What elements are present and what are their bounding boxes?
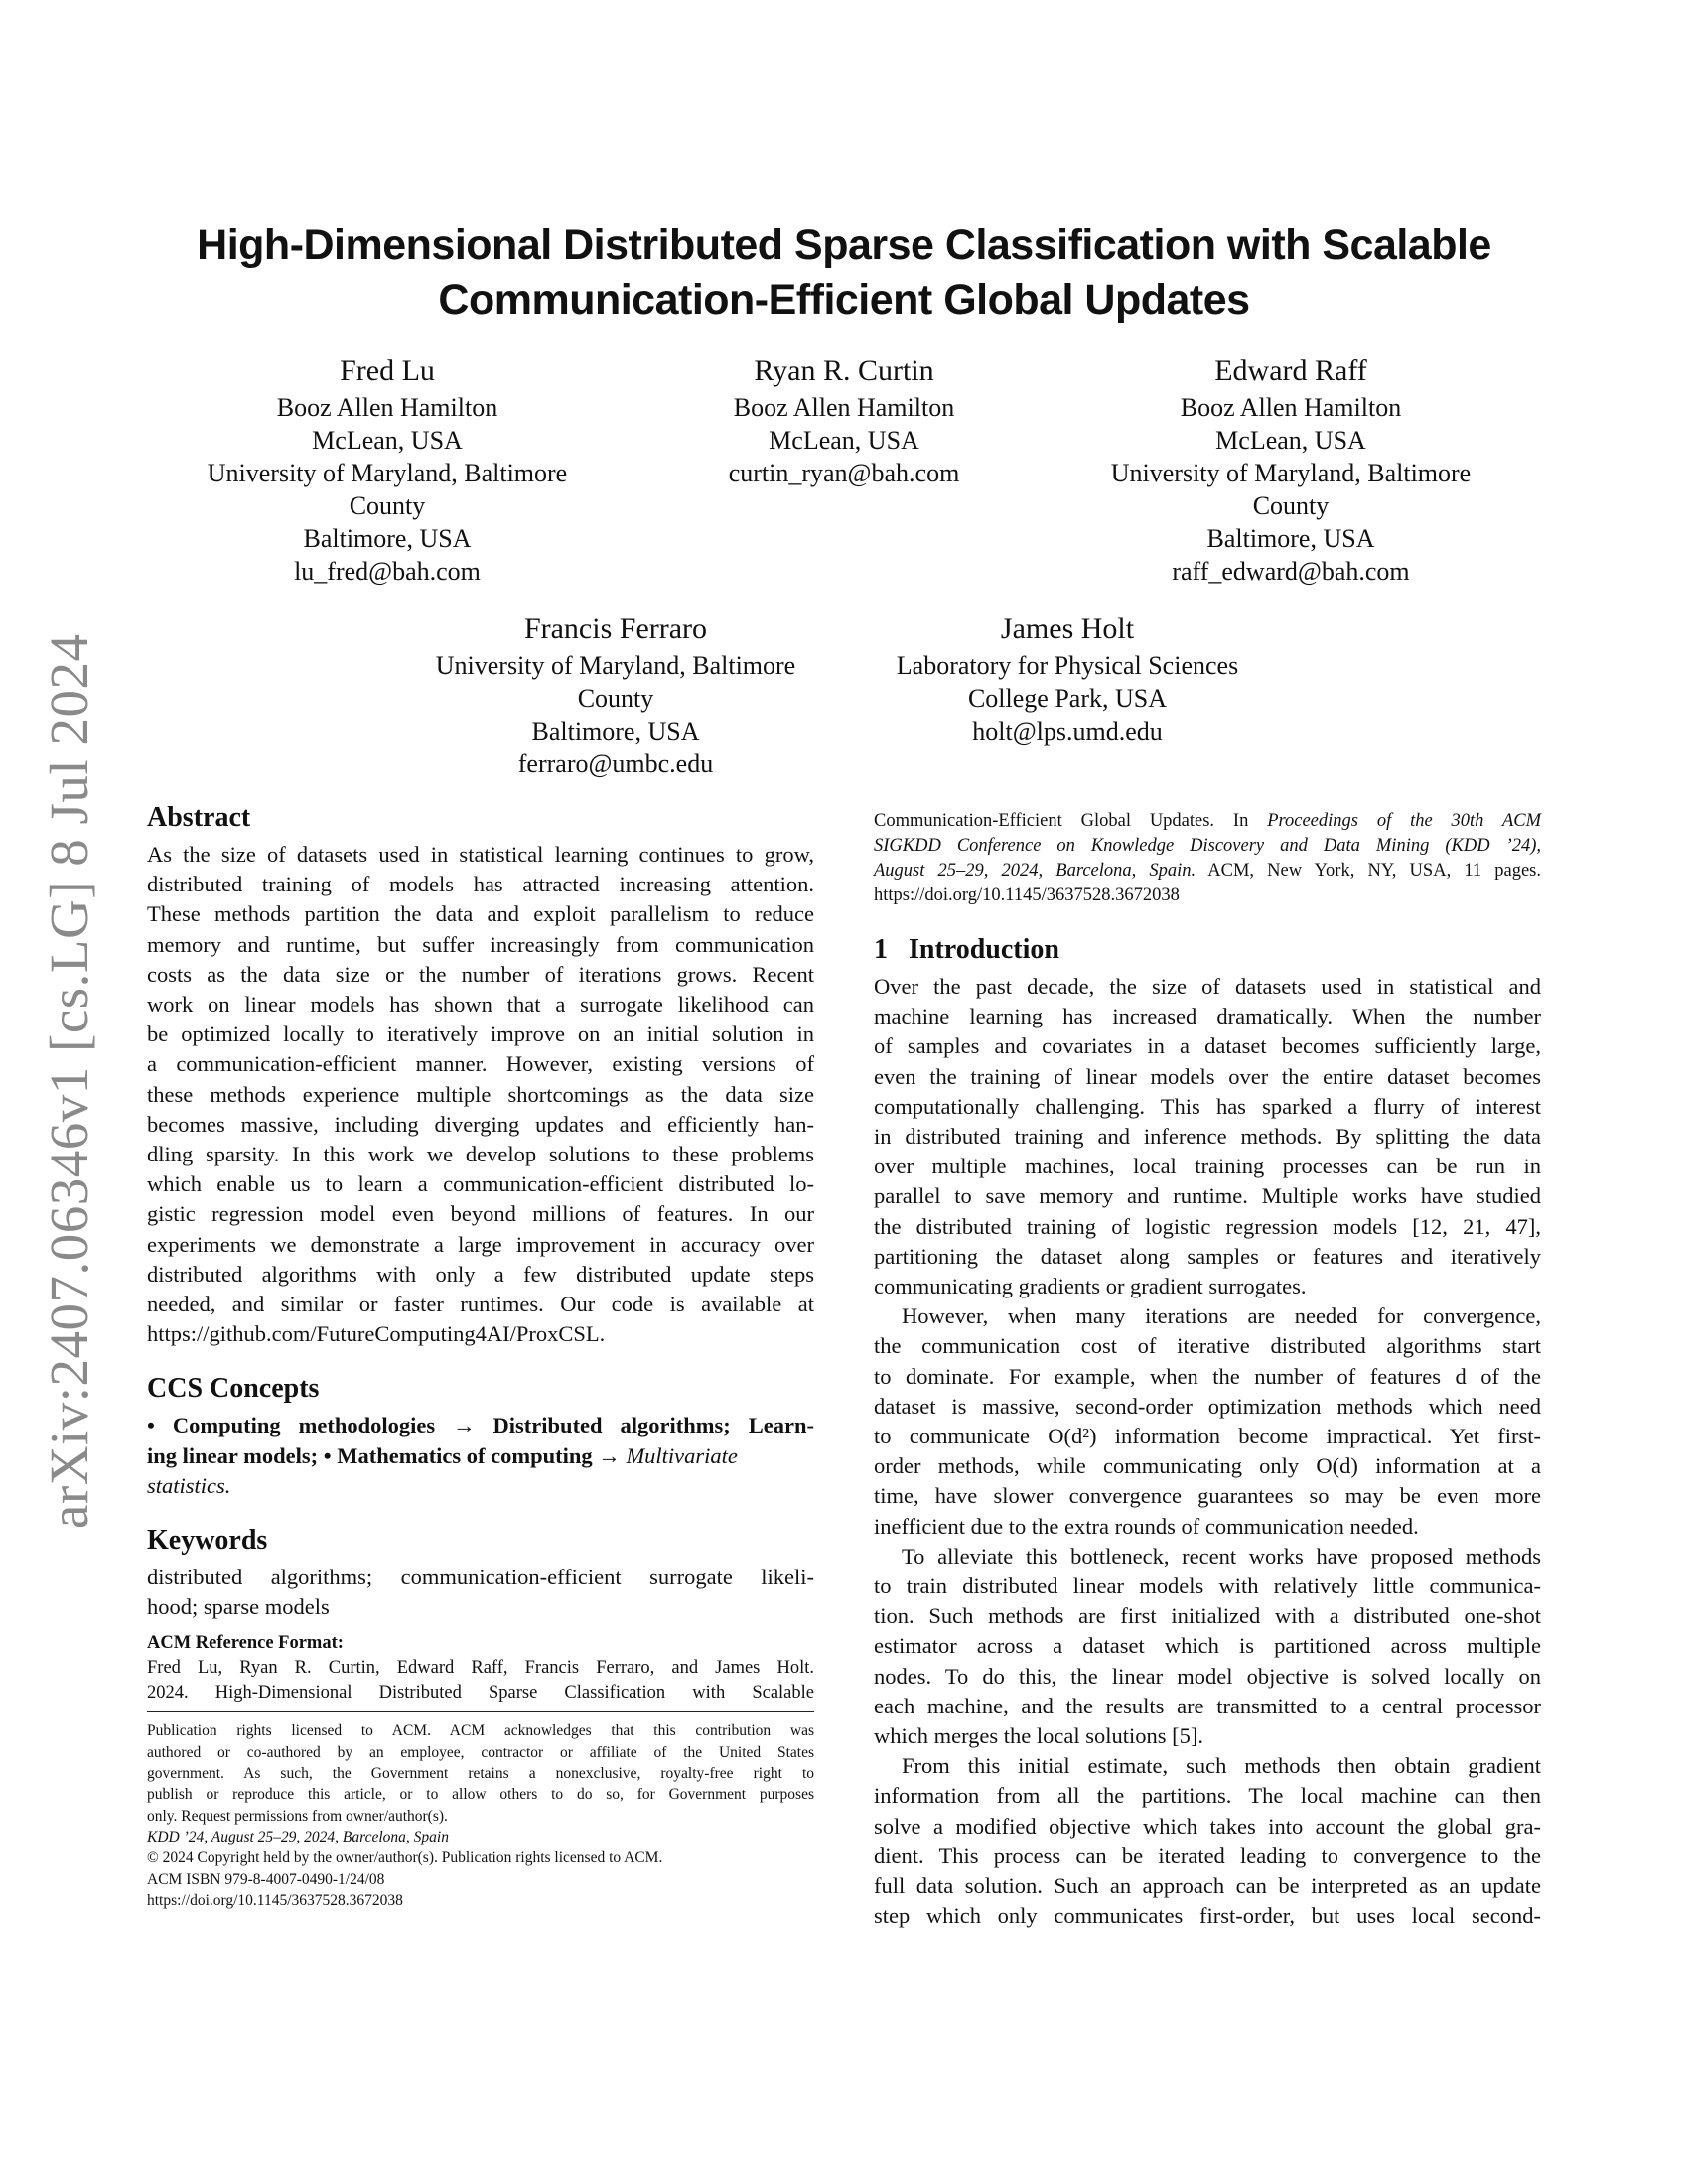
keywords-body <box>147 1563 814 1622</box>
introduction-paragraph-1 <box>874 972 1541 1301</box>
text-line: inefficient due to the extra rounds of communication needed. <box>874 1513 1419 1539</box>
author-location: McLean, USA <box>1215 426 1366 455</box>
introduction-paragraph-3 <box>874 1542 1541 1751</box>
venue-line: KDD ’24, August 25–29, 2024, Barcelona, Spain <box>147 1828 449 1845</box>
text-line: order methods, while communicating only O(d) information at a <box>874 1453 1541 1479</box>
author-block <box>1092 351 1489 588</box>
abstract-heading: Abstract <box>147 802 251 833</box>
author-affiliation: Booz Allen Hamilton <box>733 393 955 422</box>
text-line: be optimized locally to iteratively improve on an initial solution in <box>147 1022 814 1047</box>
text-line: information from all the partitions. The local machine can then <box>874 1783 1541 1809</box>
author-name: Francis Ferraro <box>523 613 708 645</box>
author-email[interactable]: raff_edward@bah.com <box>1172 557 1410 586</box>
author-affiliation: University of Maryland, Baltimore <box>435 651 796 680</box>
author-email[interactable]: lu_fred@bah.com <box>294 557 481 586</box>
text-line: Publication rights licensed to ACM. ACM acknowledges that this contribution was <box>147 1722 814 1740</box>
text-line: machine learning has increased dramatically. When the number <box>874 1004 1541 1029</box>
text-line: the distributed training of logistic regression models [12, 21, 47], <box>874 1213 1541 1239</box>
title-line: High-Dimensional Distributed Sparse Classification with Scalable <box>197 221 1491 269</box>
text-line: computationally challenging. This has sparked a flurry of interest <box>874 1093 1541 1119</box>
author-affiliation: County <box>1252 491 1330 520</box>
doi-link[interactable]: https://doi.org/10.1145/3637528.3672038 <box>874 886 1180 905</box>
text-line: the communication cost of iterative distributed algorithms start <box>874 1333 1541 1359</box>
code-link[interactable]: https://github.com/FutureComputing4AI/ProxCSL. <box>147 1321 606 1347</box>
text-line: distributed training of models has attracted increasing attention. <box>147 872 814 897</box>
text-line <box>874 809 1541 834</box>
text-line: 2024. High-Dimensional Distributed Sparse Classification with Scalable <box>147 1683 814 1704</box>
text-line: gistic regression model even beyond millions of features. In our <box>147 1201 814 1227</box>
arxiv-stamp: arXiv:2407.06346v1 [cs.LG] 8 Jul 2024 <box>39 633 99 1529</box>
text-line: government. As such, the Government retains a nonexclusive, royalty-free right to <box>147 1765 814 1783</box>
text-line: of samples and covariates in a dataset becomes sufficiently large, <box>874 1033 1541 1059</box>
author-name: Fred Lu <box>340 354 435 387</box>
text-line: estimator across a dataset which is partitioned across multiple <box>874 1633 1541 1659</box>
text-line: dataset is massive, second-order optimization methods which need <box>874 1393 1541 1419</box>
ref-text: Communication-Efficient Global Updates. In <box>874 811 1268 831</box>
section-number: 1 <box>874 934 888 965</box>
footnote <box>147 1720 814 1911</box>
text-line: to dominate. For example, when the number of features d of the <box>874 1363 1541 1389</box>
introduction-paragraph-4 <box>874 1751 1541 1931</box>
copyright-line: © 2024 Copyright held by the owner/author(s). Publication rights licensed to ACM. <box>147 1849 663 1867</box>
text-line: dling sparsity. In this work we develop solutions to these problems <box>147 1142 814 1167</box>
text-line: SIGKDD Conference on Knowledge Discovery and Data Mining (KDD ’24), <box>874 836 1541 856</box>
author-affiliation: County <box>577 684 654 713</box>
text-line: to train distributed linear models with relatively little communica- <box>874 1573 1541 1599</box>
text-line: As the size of datasets used in statistical learning continues to grow, <box>147 842 814 867</box>
text-line: solve a modified objective which takes into account the global gra- <box>874 1813 1541 1839</box>
author-name: Edward Raff <box>1214 354 1367 387</box>
author-affiliation: University of Maryland, Baltimore <box>1110 459 1472 487</box>
author-block <box>655 351 1033 489</box>
author-location: College Park, USA <box>967 684 1168 713</box>
text-line: step which only communicates first-order, but uses local second- <box>874 1903 1541 1929</box>
text-line: • Computing methodologies → Distributed algorithms; Learn- <box>147 1413 814 1438</box>
text-line: distributed algorithms; communication-efficient surrogate likeli- <box>147 1565 814 1590</box>
text-line: However, when many iterations are needed for convergence, <box>902 1303 1541 1329</box>
text-line: these methods experience multiple shortcomings as the data size <box>147 1081 814 1107</box>
text-line <box>874 859 1541 884</box>
author-location: Baltimore, USA <box>1206 524 1375 553</box>
right-column <box>874 809 1541 1932</box>
text-line: even the training of linear models over the entire dataset becomes <box>874 1063 1541 1089</box>
isbn-line: ACM ISBN 979-8-4007-0490-1/24/08 <box>147 1870 385 1888</box>
text-line <box>147 1441 814 1471</box>
ccs-body <box>147 1411 814 1501</box>
text-line: tion. Such methods are first initialized with a distributed one-shot <box>874 1603 1541 1629</box>
author-location: Baltimore, USA <box>303 524 472 553</box>
text-line: which enable us to learn a communication-efficient distributed lo- <box>147 1171 814 1197</box>
text-line: Fred Lu, Ryan R. Curtin, Edward Raff, Francis Ferraro, and James Holt. <box>147 1658 814 1679</box>
author-email[interactable]: curtin_ryan@bah.com <box>728 459 960 487</box>
section-title: Introduction <box>909 934 1059 965</box>
introduction-paragraph-2 <box>874 1301 1541 1542</box>
footnote-divider <box>147 1711 814 1712</box>
author-affiliation: Booz Allen Hamilton <box>1180 393 1402 422</box>
text-line: distributed algorithms with only a few distributed update steps <box>147 1261 814 1287</box>
ref-venue: August 25–29, 2024, Barcelona, Spain. <box>874 861 1196 881</box>
introduction-heading <box>874 932 1541 968</box>
title-line: Communication-Efficient Global Updates <box>438 276 1250 324</box>
text-line: communicating gradients or gradient surrogates. <box>874 1274 1307 1299</box>
text-line: From this initial estimate, such methods then obtain gradient <box>902 1753 1541 1779</box>
author-email[interactable]: holt@lps.umd.edu <box>972 717 1163 746</box>
text-line: becomes massive, including diverging updates and efficiently han- <box>147 1111 814 1137</box>
author-location: McLean, USA <box>312 426 463 455</box>
doi-link[interactable]: https://doi.org/10.1145/3637528.3672038 <box>147 1891 403 1909</box>
text-line: hood; sparse models <box>147 1594 330 1620</box>
author-block <box>869 610 1266 748</box>
text-line: which merges the local solutions [5]. <box>874 1723 1204 1749</box>
author-name: Ryan R. Curtin <box>754 354 934 387</box>
text-line: costs as the data size or the number of iterations grows. Recent <box>147 961 814 987</box>
text-line: needed, and similar or faster runtimes. Our code is available at <box>147 1292 814 1317</box>
text-line: each machine, and the results are transmitted to a central processor <box>874 1693 1541 1718</box>
ref-venue: Proceedings of the 30th ACM <box>1267 811 1541 831</box>
text-line: full data solution. Such an approach can be interpreted as an update <box>874 1873 1541 1899</box>
text-line: authored or co-authored by an employee, contractor or affiliate of the United States <box>147 1743 814 1761</box>
text-line: experiments we demonstrate a large improvement in accuracy over <box>147 1231 814 1257</box>
text-line: nodes. To do this, the linear model objective is solved locally on <box>874 1663 1541 1689</box>
ccs-concept: Multivariate <box>626 1442 738 1468</box>
text-line: partitioning the dataset along samples or features and iteratively <box>874 1243 1541 1269</box>
text-line: dient. This process can be iterated leading to convergence to the <box>874 1843 1541 1868</box>
text-line: only. Request permissions from owner/author(s). <box>147 1807 448 1825</box>
text-line: parallel to save memory and runtime. Multiple works have studied <box>874 1183 1541 1209</box>
text-line: publish or reproduce this article, or to allow others to do so, for Government purposes <box>147 1786 814 1804</box>
text-line: over multiple machines, local training processes can be run in <box>874 1154 1541 1179</box>
author-block <box>189 351 586 588</box>
text-line: statistics. <box>147 1472 231 1498</box>
author-location: McLean, USA <box>769 426 919 455</box>
author-affiliation: County <box>349 491 426 520</box>
text-line: To alleviate this bottleneck, recent works have proposed methods <box>902 1543 1541 1569</box>
paper-title <box>99 218 1589 328</box>
text-line: time, have slower convergence guarantees so may be even more <box>874 1483 1541 1509</box>
abstract-body <box>147 840 814 1349</box>
text-line: a communication-efficient manner. However, existing versions of <box>147 1051 814 1077</box>
ccs-heading: CCS Concepts <box>147 1373 320 1405</box>
text-line: work on linear models has shown that a surrogate likelihood can <box>147 992 814 1018</box>
text-line: to communicate O(d²) information become impractical. Yet first- <box>874 1424 1541 1449</box>
author-affiliation: Booz Allen Hamilton <box>276 393 498 422</box>
text-line: These methods partition the data and exploit parallelism to reduce <box>147 901 814 927</box>
text-line: in distributed training and inference methods. By splitting the data <box>874 1124 1541 1150</box>
author-location: Baltimore, USA <box>531 717 700 746</box>
author-affiliation: University of Maryland, Baltimore <box>207 459 568 487</box>
acm-reference-body <box>147 1656 814 1706</box>
text-line: memory and runtime, but suffer increasingly from communication <box>147 931 814 957</box>
ccs-concept: ing linear models; • Mathematics of computing → <box>147 1442 627 1468</box>
acm-reference-continued <box>874 809 1541 908</box>
text-line: Over the past decade, the size of datasets used in statistical and <box>874 974 1541 999</box>
keywords-heading: Keywords <box>147 1525 268 1557</box>
acm-reference-heading: ACM Reference Format: <box>147 1633 344 1654</box>
ref-text: ACM, New York, NY, USA, 11 pages. <box>1196 861 1542 881</box>
author-name: James Holt <box>1000 613 1135 645</box>
author-email[interactable]: ferraro@umbc.edu <box>517 750 714 778</box>
left-column <box>147 800 814 1911</box>
author-affiliation: Laboratory for Physical Sciences <box>896 651 1239 680</box>
author-block <box>417 610 814 780</box>
